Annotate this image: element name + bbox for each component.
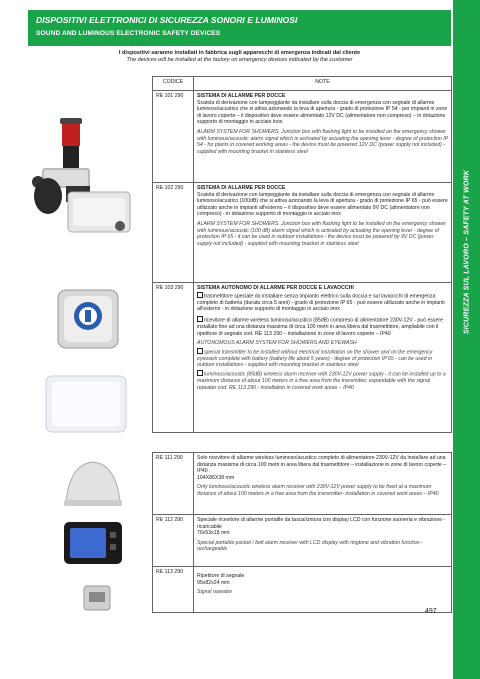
product-description-en-title: AUTONOMOUS ALARM SYSTEM FOR SHOWERS AND EYEWASH: [197, 340, 357, 347]
product-title: SISTEMA AUTONOMO DI ALLARME PER DOCCE E LAVAOCCHI: [197, 285, 354, 291]
product-description-en: ALARM SYSTEM FOR SHOWERS. Junction box with flashing light to be installed on the emergency shower with luminous/acoustic (100 dB) alarm signal which is activated by actuating the opening lever - degree of protection IP 65 - it can be used in outdoor installations - the device must be powered by 9V DC (power supply not included) - supplied with mounting bracket in stainless steel: [197, 220, 446, 247]
header-title-en: SOUND AND LUMINOUS ELECTRONIC SAFETY DEVICES: [36, 30, 221, 37]
product-description-it: Solo ricevitore di allarme wireless luminoso/acustico completo di alimentatore 230V-12V da installare ad una distanza massima di circa 100 metri in area libera dal trasmettitore – installazione in zone di lavoro coperte – IP40: [197, 455, 447, 475]
checkbox-icon: [197, 348, 203, 354]
pocket-receiver-product-image: [60, 518, 126, 568]
product-description-it: Scatola di derivazione con lampeggiante da installare sulla doccia di emergenza con segnale di allarme luminoso/acustico (100dB) che si attiva azionando la leva di apertura - grado di protezione IP 65 - può essere utilizzato anche in impianti all'esterno – il dispositivo deve essere alimentato 9V DC (alimentatore non compreso) - in dotazione supporto di montaggio in acciaio inox: [197, 191, 448, 218]
product-code: RE 102 290: [153, 183, 194, 283]
product-dimensions: 76x53x18 mm: [197, 530, 230, 537]
checkbox-icon: [197, 316, 203, 322]
product-description-it: Ripetitore di segnale: [197, 573, 245, 579]
product-code: RE 111 290: [153, 453, 194, 515]
product-description-en: Only luminous/acoustic wireless alarm receiver with 230V-12V power supply to be fixed at a maximum distance of about 100 meters in a free area from the transmitter- installation in covered work areas – IP40: [197, 484, 439, 497]
product-code: RE 112 290: [153, 515, 194, 567]
product-code: RE 113 290: [153, 567, 194, 613]
product-description-en: Signal repeater: [197, 589, 233, 596]
product-dimensions: 104X86X38 mm: [197, 474, 235, 481]
side-band: [453, 0, 480, 679]
product-description-it: [197, 292, 448, 313]
table-row: [153, 453, 452, 515]
side-band-label: SICUREZZA SUL LAVORO – SAFETY AT WORK: [463, 169, 470, 335]
intro-line-it: I dispositivi saranno installati in fabbrica sugli apparecchi di emergenza indicati dal cliente: [118, 50, 361, 56]
checkbox-icon: [197, 292, 203, 298]
junction-box-product-image: [28, 166, 138, 251]
product-code: RE 101 290: [153, 91, 194, 183]
table-row: [153, 283, 452, 433]
page-number: 497: [425, 608, 437, 615]
product-dimensions: 95x82x24 mm: [197, 579, 230, 586]
section-header: [28, 10, 451, 46]
product-description-en: ALARM SYSTEM FOR SHOWERS. Junction box with flashing light to be installed on the emergency shower with luminous/acoustic alarm signal which is activated by actuating the opening lever - degree of protection IP 54 - for plants in covered working areas - the device must be powered 12V DC (power supply not included) - supplied with mounting bracket in stainless steel: [197, 128, 448, 155]
table-header-row: [153, 77, 452, 91]
receiver-description-it: ricevitore di allarme wireless luminoso/acustico (85dB) compreso di alimentatore 230V-12V - può essere installato fino ad una distanza massima di circa 100 metri in area libera dal trasmettitore, ampliabile con il ripetitore di segnale cod. RE 113 290 – installazione in zone di lavoro coperte – IP40: [197, 317, 444, 337]
col-header-note: NOTE: [194, 77, 452, 91]
checkbox-icon: [197, 370, 203, 376]
spec-table-main: [152, 76, 452, 433]
header-title-it: DISPOSITIVI ELETTRONICI DI SICUREZZA SONORI E LUMINOSI: [36, 15, 298, 25]
product-title: SISTEMA DI ALLARME PER DOCCE: [197, 185, 286, 191]
transmitter-description-en: special transmitter to be installed without electrical installation on the shower and on the emergency eyewash complete with battery (battery life about 5 years) - degree of protection IP 65 - can be used in outdoor installations - supplied with mounting bracket in stainless steel: [197, 349, 433, 369]
wireless-receiver-product-image: [60, 456, 126, 508]
table-row: [153, 515, 452, 567]
signal-repeater-product-image: [80, 584, 116, 614]
product-code: RE 103 290: [153, 283, 194, 433]
product-description-en: Special portable pocket / belt alarm receiver with LCD display with ringtone and vibration function - rechargeable: [197, 539, 423, 553]
product-description-it: Scatola di derivazione con lampeggiante da installare sulla doccia di emergenza con segnale di allarme luminoso/acustico che si attiva azionando la leva di apertura - grado di protezione IP 54 - per impianti in zone di lavoro coperte – il dispositivo deve essere alimentato 12V DC (alimentatore non compreso) – in dotazione supporto di montaggio in acciaio inox: [197, 99, 448, 126]
product-description-en: [197, 370, 448, 391]
product-description-en: [197, 348, 448, 369]
transmitter-product-image: [52, 286, 126, 356]
intro-line-en: The devices will be installed at the factory on emergency devices indicated by the customer: [126, 57, 353, 64]
col-header-code: CODICE: [153, 77, 194, 91]
table-row: [153, 567, 452, 613]
receiver-product-image: [42, 374, 132, 436]
spec-table-accessories: [152, 452, 452, 613]
product-title: SISTEMA DI ALLARME PER DOCCE: [197, 93, 286, 99]
receiver-description-en: luminous/acoustic (85dB) wireless alarm receiver with 230V-12V power supply - it can be installed up to a maximum distance of about 100 meters in a free area from the transmitter, expandable with the signal repeater cod. RE 113 290 - installation in covered work areas – IP40: [197, 371, 446, 391]
intro-note: [28, 50, 451, 64]
product-description-it: Speciale ricevitore di allarme portatile da tasca/cintura con display LCD con funzione suoneria e vibrazione - ricaricabile: [197, 517, 446, 530]
product-description-it: [197, 316, 448, 337]
table-row: [153, 183, 452, 283]
transmitter-description-it: trasmettitore speciale da installare senza impianto elettrico sulla doccia e sul lavaocchi di emergenza completo di batteria (durata circa 5 anni) - grado di protezione IP 65 - può essere utilizzato anche in impianti all'esterno - in dotazione supporto di montaggio in acciaio inox: [197, 293, 445, 313]
table-row: [153, 91, 452, 183]
